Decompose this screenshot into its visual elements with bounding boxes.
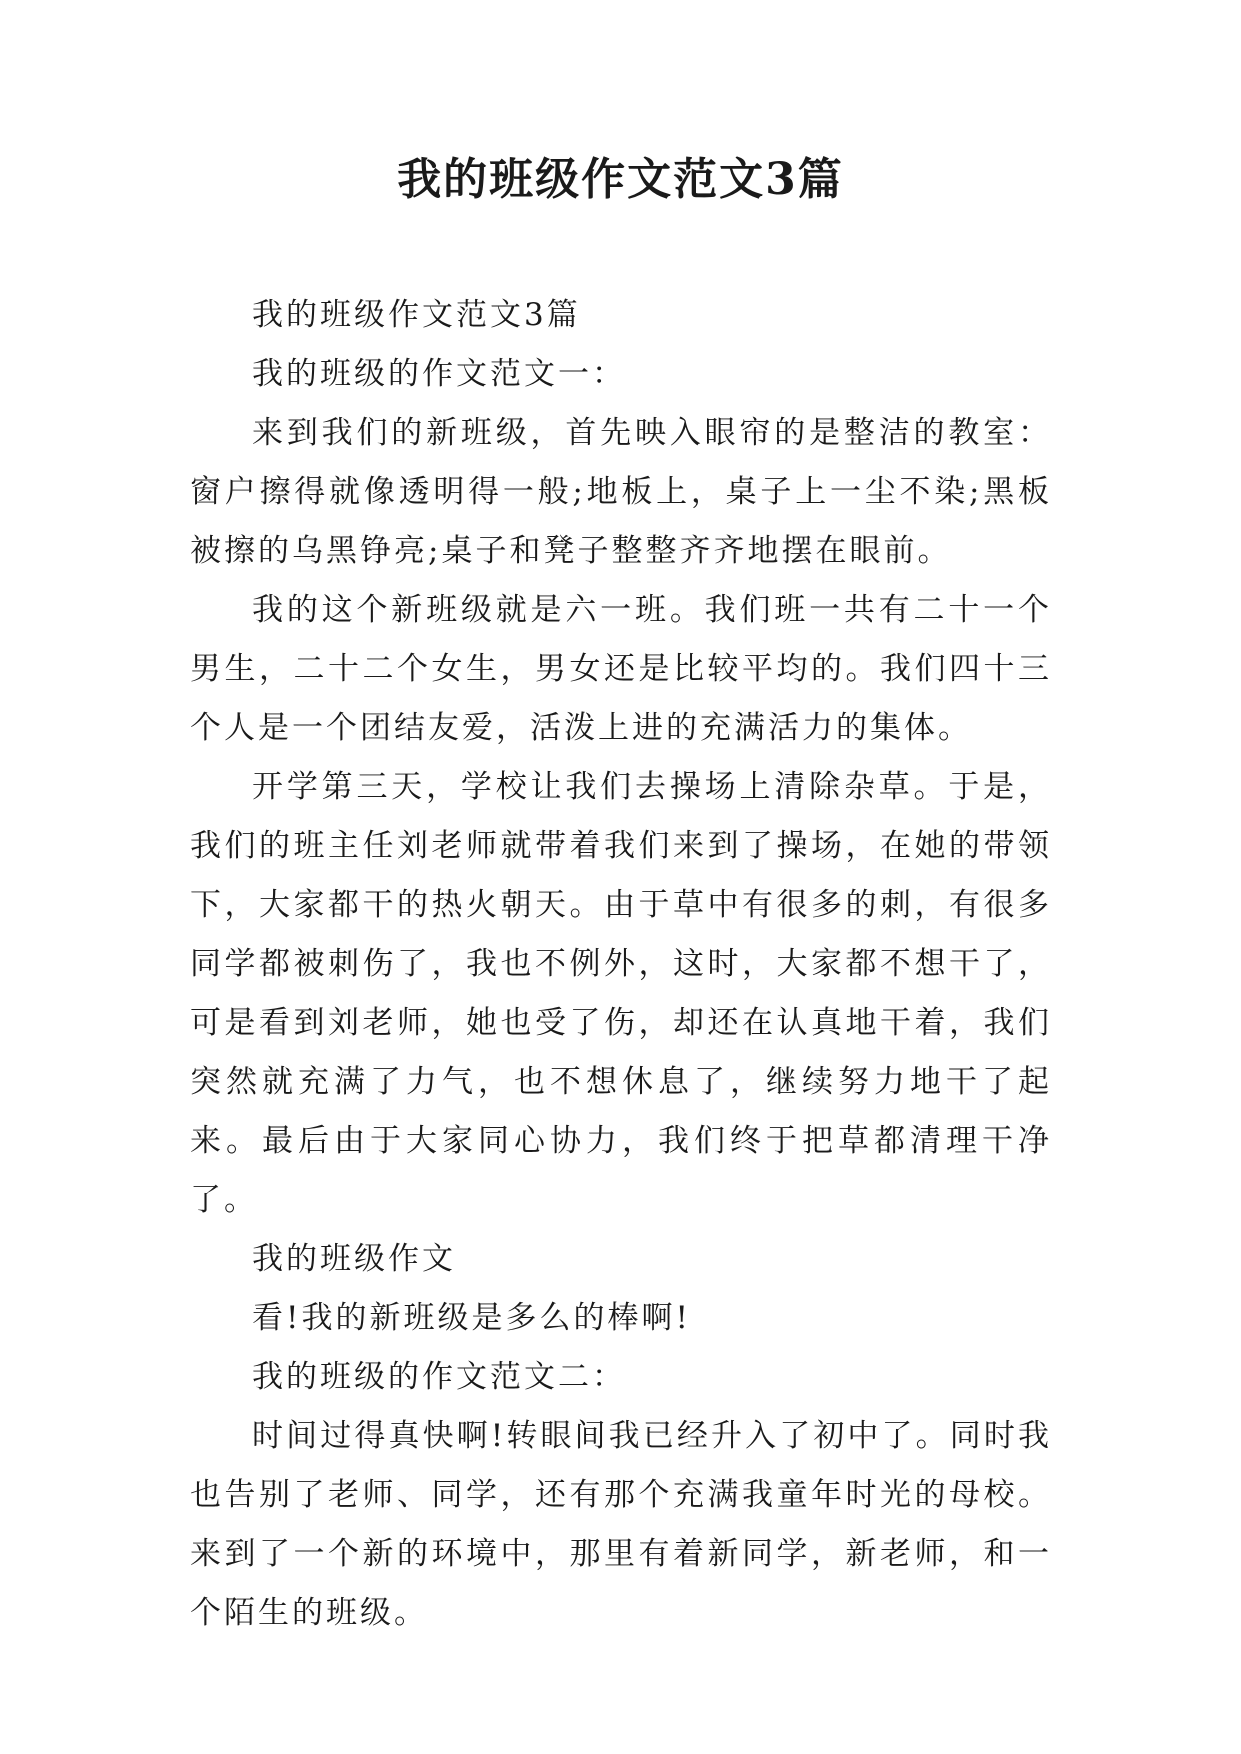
paragraph: 看!我的新班级是多么的棒啊! — [252, 1300, 691, 1336]
paragraph-heading: 我的班级作文范文3篇 — [252, 297, 581, 333]
paragraph-section-two-title: 我的班级的作文范文二： — [252, 1359, 626, 1395]
paragraph: 开学第三天，学校让我们去操场上清除杂草。于是，我们的班主任刘老师就带着我们来到了操场，在她的带领下，大家都干的热火朝天。由于草中有很多的刺，有很多同学都被刺伤了，我也不例外，这时，大家都不想干了，可是看到刘老师，她也受了伤，却还在认真地干着，我们突然就充满了力气，也不想休息了，继续努力地干了起来。最后由于大家同心协力，我们终于把草都清理干净了。 — [190, 769, 1052, 1218]
paragraph-section-one-title: 我的班级的作文范文一： — [252, 356, 626, 392]
paragraph: 时间过得真快啊!转眼间我已经升入了初中了。同时我也告别了老师、同学，还有那个充满我童年时光的母校。来到了一个新的环境中，那里有着新同学，新老师，和一个陌生的班级。 — [190, 1418, 1052, 1631]
document-title: 我的班级作文范文3篇 — [397, 154, 844, 205]
paragraph-subtitle: 我的班级作文 — [252, 1241, 456, 1277]
paragraph: 我的这个新班级就是六一班。我们班一共有二十一个男生，二十二个女生，男女还是比较平均的。我们四十三个人是一个团结友爱，活泼上进的充满活力的集体。 — [190, 592, 1052, 746]
paragraph: 来到我们的新班级，首先映入眼帘的是整洁的教室：窗户擦得就像透明得一般;地板上，桌子上一尘不染;黑板被擦的乌黑铮亮;桌子和凳子整整齐齐地摆在眼前。 — [190, 415, 1052, 569]
document-body — [190, 286, 1052, 1643]
